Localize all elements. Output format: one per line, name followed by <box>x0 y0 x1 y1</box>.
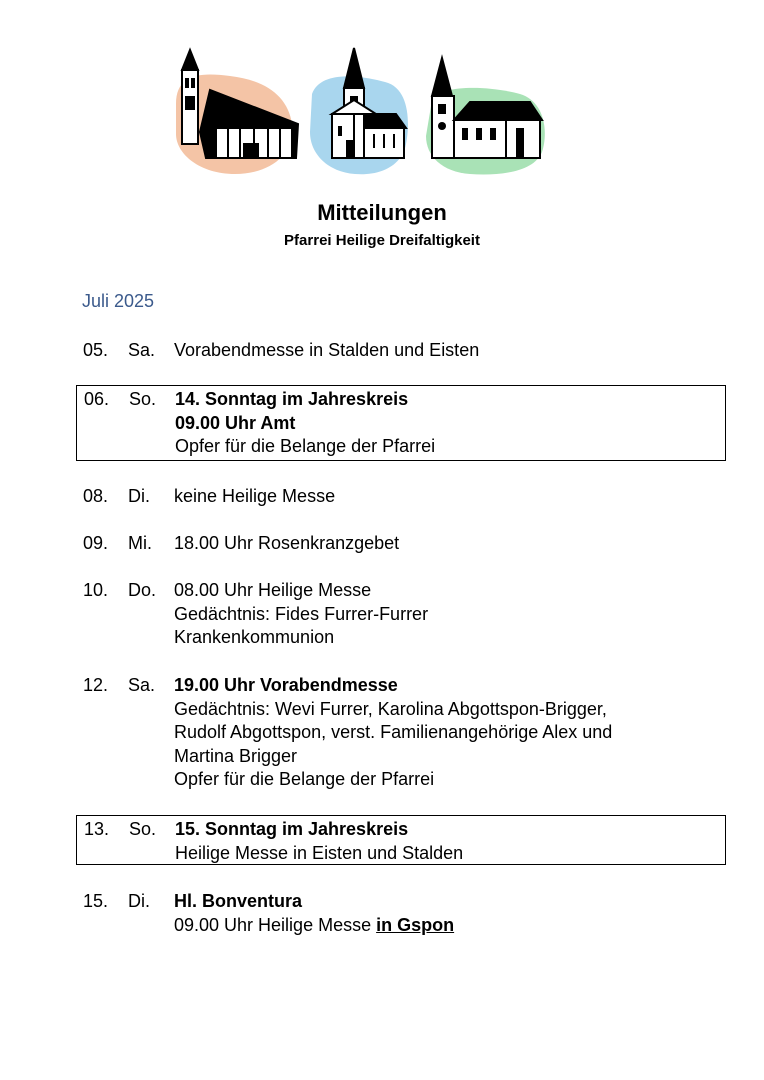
entry-date: 05. <box>83 340 109 360</box>
schedule-entry-highlighted <box>76 385 726 461</box>
schedule-entry <box>76 890 726 937</box>
entry-line: Krankenkommunion <box>174 627 335 647</box>
entry-weekday: So. <box>129 389 157 409</box>
entry-weekday: So. <box>129 819 157 839</box>
entry-line: Gedächtnis: Wevi Furrer, Karolina Abgottspon-Brigger, <box>174 698 607 719</box>
entry-line: 14. Sonntag im Jahreskreis <box>175 389 409 409</box>
entry-weekday: Di. <box>128 486 150 506</box>
entry-line <box>174 914 726 938</box>
church-3-icon <box>432 58 542 158</box>
entry-weekday: Sa. <box>128 340 156 360</box>
entry-weekday: Sa. <box>128 675 156 695</box>
entry-date: 08. <box>83 486 109 506</box>
schedule-entry <box>76 579 726 650</box>
schedule-entry <box>76 485 726 509</box>
entry-date: 10. <box>83 580 109 600</box>
entry-weekday: Mi. <box>128 533 152 553</box>
entry-line: Opfer für die Belange der Pfarrei <box>175 436 436 456</box>
entry-line: 18.00 Uhr Rosenkranzgebet <box>174 533 400 553</box>
entry-line: Opfer für die Belange der Pfarrei <box>174 769 435 789</box>
parish-churches-logo <box>170 44 550 178</box>
entry-date: 15. <box>83 891 109 911</box>
entry-line: 19.00 Uhr Vorabendmesse <box>174 675 398 695</box>
entry-date: 09. <box>83 533 109 553</box>
entry-line: Rudolf Abgottspon, verst. Familienangehörige Alex und <box>174 722 613 742</box>
month-heading: Juli 2025 <box>82 291 155 311</box>
page-title: Mitteilungen <box>317 200 447 225</box>
entry-line-text: 09.00 Uhr Heilige Messe <box>174 914 377 935</box>
schedule-entry <box>76 532 726 556</box>
entry-line: Vorabendmesse in Stalden und Eisten <box>174 340 480 360</box>
entry-date: 12. <box>83 675 109 695</box>
entry-line: Hl. Bonventura <box>174 891 303 911</box>
entry-line: keine Heilige Messe <box>174 486 336 506</box>
schedule-entry <box>76 674 726 792</box>
schedule-entry-highlighted <box>76 815 726 865</box>
page-subtitle: Pfarrei Heilige Dreifaltigkeit <box>284 232 480 249</box>
entry-line: Martina Brigger <box>174 745 298 766</box>
entry-line: Gedächtnis: Fides Furrer-Furrer <box>174 603 429 624</box>
entry-line: 09.00 Uhr Amt <box>175 412 296 433</box>
entry-line: 08.00 Uhr Heilige Messe <box>174 580 372 600</box>
entry-weekday: Di. <box>128 891 150 911</box>
location-emphasis: in Gspon <box>376 914 455 935</box>
entry-line: 15. Sonntag im Jahreskreis <box>175 819 409 839</box>
entry-date: 06. <box>84 389 110 409</box>
entry-date: 13. <box>84 819 110 839</box>
entry-line: Heilige Messe in Eisten und Stalden <box>175 842 464 863</box>
entry-weekday: Do. <box>128 580 157 600</box>
schedule-entry <box>76 339 726 363</box>
